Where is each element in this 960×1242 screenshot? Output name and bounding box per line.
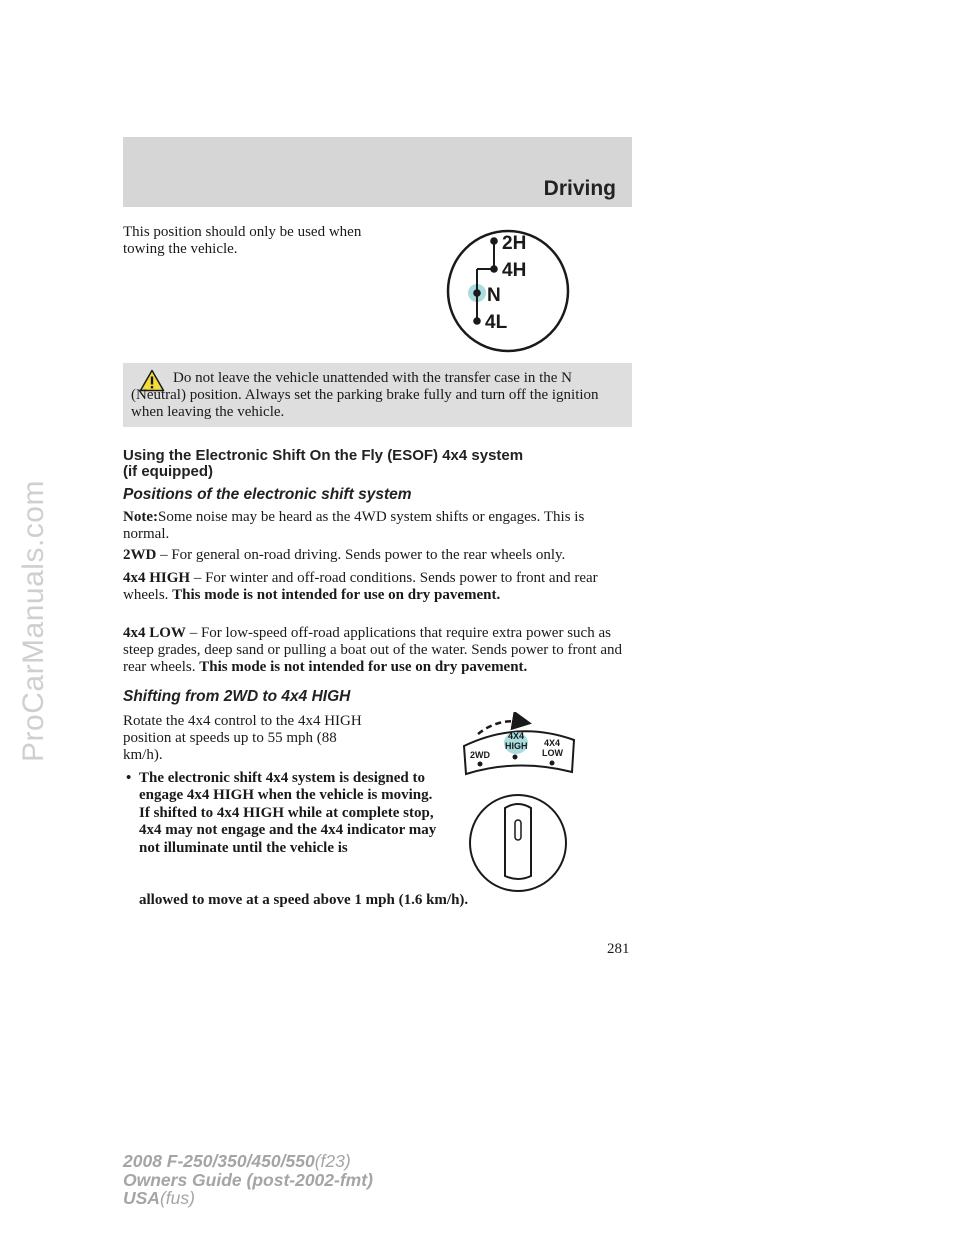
warning-box	[123, 363, 632, 427]
label-4l: 4L	[485, 312, 508, 333]
bullet-text: The electronic shift 4x4 system is designed to engage 4x4 HIGH when the vehicle is moving. If shifted to 4x4 HIGH while at complete stop, 4x4 may not engage and the 4x4 indicator may not illuminate until the vehicle is	[139, 770, 437, 856]
4x4-control-knob-diagram	[458, 712, 580, 908]
position-dot-4h	[490, 265, 498, 273]
mode-2wd-paragraph	[123, 547, 638, 564]
mode-4x4-low-text: – For low-speed off-road applications that require extra power such as steep grades, deep sand or pulling a boat out of the water. Sends power to front and rear wheels.	[123, 625, 623, 675]
label-2h: 2H	[502, 233, 527, 254]
note-paragraph	[123, 509, 628, 543]
page-number: 281	[607, 941, 630, 957]
intro-text: This position should only be used when towing the vehicle.	[123, 224, 362, 257]
mode-4x4-high-label: 4x4 HIGH	[123, 570, 191, 586]
watermark-text: ProCarManuals.com	[17, 480, 50, 762]
mode-4x4-high-paragraph	[123, 570, 613, 604]
bullet-continuation: allowed to move at a speed above 1 mph (1.6 km/h).	[139, 892, 469, 908]
warning-text: Do not leave the vehicle unattended with the transfer case in the N (Neutral) position. Always set the parking brake fully and turn off the ignition when leaving the vehicle.	[131, 370, 599, 420]
footer-model-code: (f23)	[314, 1151, 351, 1171]
position-dot-2h	[490, 237, 498, 245]
bullet-dot: •	[126, 770, 132, 786]
positions-heading: Positions of the electronic shift system	[123, 486, 412, 503]
section-title: Driving	[543, 177, 616, 200]
footer-model-line	[123, 1152, 373, 1171]
section-header	[123, 137, 632, 207]
label-high-line1: 4X4	[508, 731, 525, 741]
footer	[123, 1152, 373, 1208]
mode-4x4-low-label: 4x4 LOW	[123, 625, 186, 641]
label-n: N	[487, 285, 501, 306]
label-high-line2: HIGH	[505, 741, 528, 751]
esof-heading-line2: (if equipped)	[123, 463, 213, 480]
shifting-heading: Shifting from 2WD to 4x4 HIGH	[123, 688, 351, 705]
footer-model: 2008 F-250/350/450/550	[123, 1151, 315, 1171]
side-watermark	[4, 0, 64, 1242]
label-4h: 4H	[502, 260, 527, 281]
note-text: Some noise may be heard as the 4WD system shifts or engages. This is normal.	[123, 509, 585, 542]
mode-2wd-text: – For general on-road driving. Sends power to the rear wheels only.	[160, 547, 566, 563]
esof-heading-line1: Using the Electronic Shift On the Fly (ESOF) 4x4 system	[123, 447, 524, 464]
footer-guide: Owners Guide (post-2002-fmt)	[123, 1169, 373, 1190]
mode-4x4-high-caution: This mode is not intended for use on dry pavement.	[172, 587, 501, 603]
label-low-line1: 4X4	[544, 738, 561, 748]
footer-region: USA	[123, 1188, 160, 1208]
mode-4x4-low-caution: This mode is not intended for use on dry pavement.	[199, 659, 528, 675]
mode-2wd-label: 2WD	[123, 547, 157, 563]
label-low-line2: LOW	[542, 748, 563, 758]
knob-grip	[505, 804, 531, 879]
position-dot-n	[473, 289, 481, 297]
footer-region-code: (fus)	[159, 1188, 195, 1208]
note-label: Note:	[123, 509, 158, 525]
mode-4x4-high-text: – For winter and off-road conditions. Sends power to front and rear wheels.	[123, 570, 598, 603]
position-dot-4l	[473, 317, 481, 325]
footer-region-line	[123, 1189, 373, 1208]
transfer-case-shift-diagram	[446, 229, 570, 353]
shifting-text: Rotate the 4x4 control to the 4x4 HIGH position at speeds up to 55 mph (88 km/h).	[123, 713, 362, 763]
label-2wd: 2WD	[470, 750, 490, 760]
mode-4x4-low-paragraph	[123, 625, 635, 676]
